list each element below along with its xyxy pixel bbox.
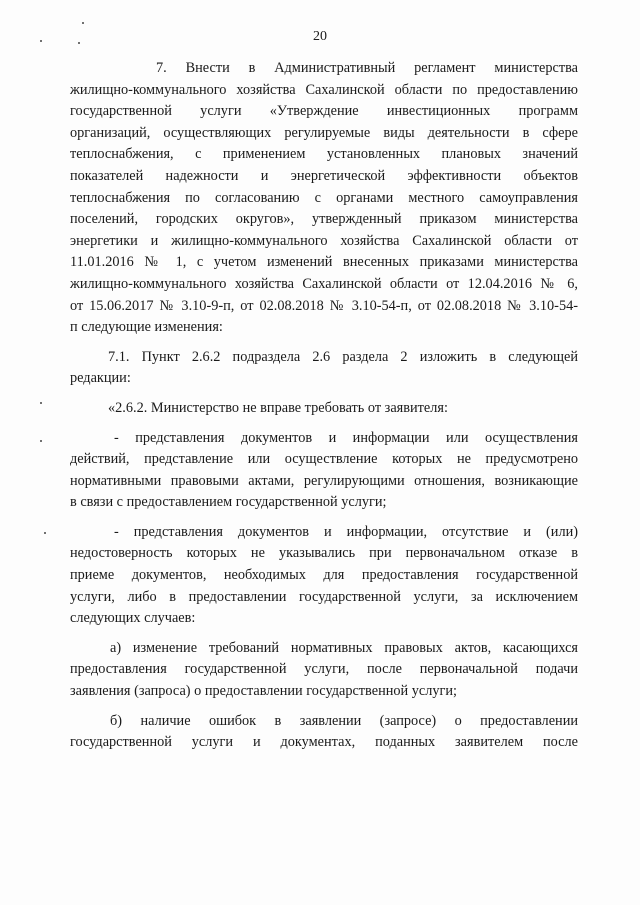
text-line: предоставления государственной услуги, после первоначальной подачи	[70, 661, 578, 678]
text-line: а) изменение требований нормативных правовых актов, касающихся	[110, 639, 578, 656]
text-line: поселений, городских округов», утвержденный приказом министерства	[70, 211, 578, 228]
paragraph-item-7-1	[70, 347, 578, 390]
paragraph-clause-2-6-2	[70, 398, 578, 420]
text-line: редакции:	[70, 370, 131, 387]
text-line: в связи с предоставлением государственной услуги;	[70, 494, 387, 511]
text-line: действий, представление или осуществление которых не предусмотрено	[70, 451, 578, 468]
paragraph-sub-item-a	[70, 638, 578, 703]
text-line: теплоснабжения, с применением установленных плановых значений	[70, 146, 578, 163]
text-line: 7. Внести в Административный регламент министерства	[156, 60, 578, 76]
paragraph-dash-item-1	[70, 428, 578, 514]
text-line: жилищно-коммунального хозяйства Сахалинской области по предоставлению	[70, 81, 578, 98]
text-line: - представления документов и информации или осуществления	[114, 429, 578, 446]
text-line: услуги, либо в предоставлении государственной услуги, за исключением	[70, 588, 578, 605]
scan-speck	[40, 440, 42, 442]
paragraph-dash-item-2	[70, 522, 578, 630]
text-line: теплоснабжения по согласованию с органами местного самоуправления	[70, 189, 578, 206]
text-line: 11.01.2016 № 1, с учетом изменений внесенных приказами министерства	[70, 254, 578, 271]
page-number: 20	[313, 29, 327, 44]
text-line: энергетики и жилищно-коммунального хозяйства Сахалинской области от	[70, 232, 578, 249]
text-line: 7.1. Пункт 2.6.2 подраздела 2.6 раздела 2 изложить в следующей	[108, 348, 578, 365]
document-body	[70, 58, 578, 754]
text-line: недостоверность которых не указывались при первоначальном отказе в	[70, 545, 578, 562]
text-line: государственной услуги и документах, поданных заявителем после	[70, 734, 578, 751]
text-line: «2.6.2. Министерство не вправе требовать от заявителя:	[108, 399, 448, 416]
scan-speck	[82, 22, 84, 24]
text-line: организаций, осуществляющих регулируемые виды деятельности в сфере	[70, 124, 578, 141]
text-line: показателей надежности и энергетической эффективности объектов	[70, 167, 578, 184]
text-line: приеме документов, необходимых для предоставления государственной	[70, 567, 578, 584]
text-line: следующих случаев:	[70, 610, 196, 627]
text-line: п следующие изменения:	[70, 319, 223, 336]
scan-speck	[44, 532, 46, 534]
paragraph-sub-item-b	[70, 711, 578, 754]
text-line: нормативными правовыми актами, регулирующими отношения, возникающие	[70, 472, 578, 489]
text-line: от 15.06.2017 № 3.10-9-п, от 02.08.2018 № 3.10-54-п, от 02.08.2018 № 3.10-54-	[70, 297, 578, 314]
text-line: б) наличие ошибок в заявлении (запросе) о предоставлении	[110, 712, 578, 729]
text-line: государственной услуги «Утверждение инвестиционных программ	[70, 103, 578, 120]
text-line: - представления документов и информации, отсутствие и (или)	[114, 523, 578, 540]
scan-speck	[40, 402, 42, 404]
paragraph-item-7	[70, 58, 578, 339]
text-line: заявления (запроса) о предоставлении государственной услуги;	[70, 683, 458, 700]
text-line: жилищно-коммунального хозяйства Сахалинской области от 12.04.2016 № 6,	[70, 275, 578, 292]
